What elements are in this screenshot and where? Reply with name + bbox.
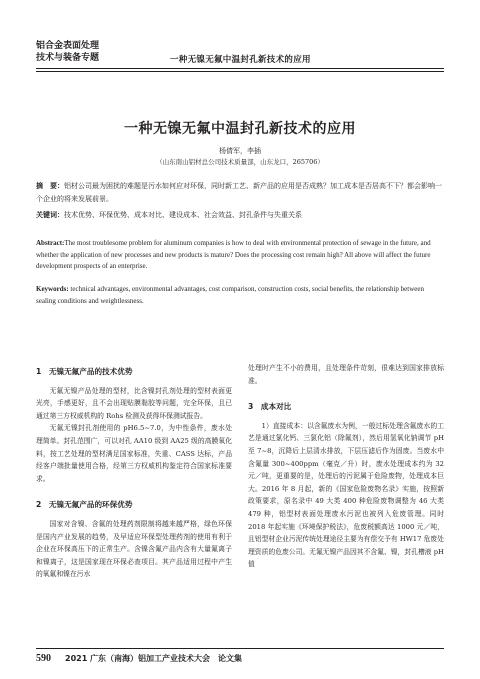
journal-column-label — [36, 40, 146, 64]
page-number: 590 — [36, 653, 51, 664]
section-2-heading: 2 无镍无氟产品的环保优势 — [36, 500, 133, 510]
keywords-en — [36, 284, 444, 307]
header-rule-thick — [36, 68, 444, 69]
abstract-cn-label: 摘 要： — [36, 182, 64, 190]
section-3-heading: 3 成本对比 — [248, 402, 292, 412]
journal-line-1: 铝合金表面处理 — [36, 41, 100, 51]
paper-authors: 杨倩军，李插 — [219, 147, 261, 155]
keywords-cn-text: 技术优势、环保优势、成本对比、建设成本、社会效益、封孔条件与失重关系 — [64, 211, 302, 219]
keywords-en-label: Keywords: — [36, 285, 69, 293]
abstract-en-label: Abstract: — [36, 239, 65, 247]
proceedings-title: 2021 广东（南海）铝加工产业技术大会 论文集 — [65, 654, 243, 663]
keywords-en-text: technical advantages, environmental advantages, cost comparison, construction costs, social benefits, the relationship between sealing conditions and weightlessness. — [36, 285, 425, 305]
keywords-cn — [36, 209, 444, 222]
keywords-cn-label: 关键词： — [36, 211, 64, 219]
section-2-paragraph-1: 国家对含镍、含氟的处理药剂限制将越来越严格，绿色环保是国内产业发展的趋势，及早适应环保型处理药剂的使用有利于企业在环保高压下的正常生产。含镍含氟产品内含有大量氟离子和镍离子，这是国家现在环保必查项目。其产品适用过程中产生的氧氟和镍在污水 — [36, 519, 232, 579]
section-2-paragraph-continued: 处理时产生不小的费用，且处理条件苛刻，很难达到国家排放标准。 — [248, 364, 444, 385]
header-rule-thin — [36, 71, 444, 72]
footer-rule — [36, 648, 444, 649]
abstract-en — [36, 238, 444, 273]
body-column-right — [248, 362, 444, 571]
section-1-paragraph-2: 无氟无镍封孔剂使用的 pH6.5~7.0，为中性条件，废水处理简单。封孔范围广，可以对孔 AA10 级到 AA25 级的高膜氧化料，按工艺处理的型材满足国家标准，失重、CASS 达标，产品经客户端批量使用合格，经第三方权威机构鉴定符合国家标准要求。 — [36, 424, 232, 483]
journal-line-2: 技术与装备专题 — [36, 53, 100, 63]
section-1-paragraph-1: 无氟无镍产品处理的型材，比含镍封孔剂处理的型材表面更光亮，手感更好，且不会出现贴膜黏胶等问题，完全环保，且已通过第三方权威机构的 Rohs 检测及获得环保测试报告。 — [36, 386, 232, 420]
body-column-left — [36, 362, 232, 581]
paper-affiliation: （山东南山铝材总公司技术质量部，山东龙口，265706） — [156, 158, 324, 166]
section-3-paragraph-1: 1）直接成本：以含氟废水为例，一般过标处理含氟废水的工艺是通过氯化钙、三氯化铝（除氟剂），然后用氢氧化钠调节 pH 至 7~8，沉降后上层清水排放，下层压滤后作为固废。当废水中含氟量 300~400ppm（毫克／升）时，废水处理成本约为 32 元／吨，更重要的是，处理后的污泥属于危险废物，处理成本巨大。2016 年 8 月起，新的《国家危险废物名录》实施，按照新政策要求，原名录中 49 大类 400 种危险废物调整为 46 大类 479 种，铝型材表面处理废水污泥也被列入危废管理。同时 2018 年起实施《环境保护税法》，危废税额高达 1000 元／吨，且铝型材企业污泥传统处理途径主要为有偿交予有 HW17 危废处理资质的危废公司。无氟无镍产品因其不含氟、镍，封孔槽液 pH 值 — [248, 421, 444, 569]
abstract-cn — [36, 180, 444, 206]
running-title: 一种无镍无氟中温封孔新技术的应用 — [170, 55, 311, 65]
paper-title: 一种无镍无氟中温封孔新技术的应用 — [124, 121, 356, 137]
abstract-en-text: The most troublesome problem for aluminum companies is how to deal with environmental protection of sewage in the future, and whether the application of new processes and new products is mature? Does the processing cost remain high? All above will affect the future development prospects of an enterprise. — [36, 239, 431, 270]
page-footer — [36, 653, 242, 664]
section-1-heading: 1 无镍无氟产品的技术优势 — [36, 367, 133, 376]
abstract-cn-text: 铝材公司最为困扰的难题是污水如何应对环保，同时新工艺、新产品的应用是否成熟？加工成本是否居高不下？都会影响一个企业的将来发展前景。 — [36, 182, 442, 203]
